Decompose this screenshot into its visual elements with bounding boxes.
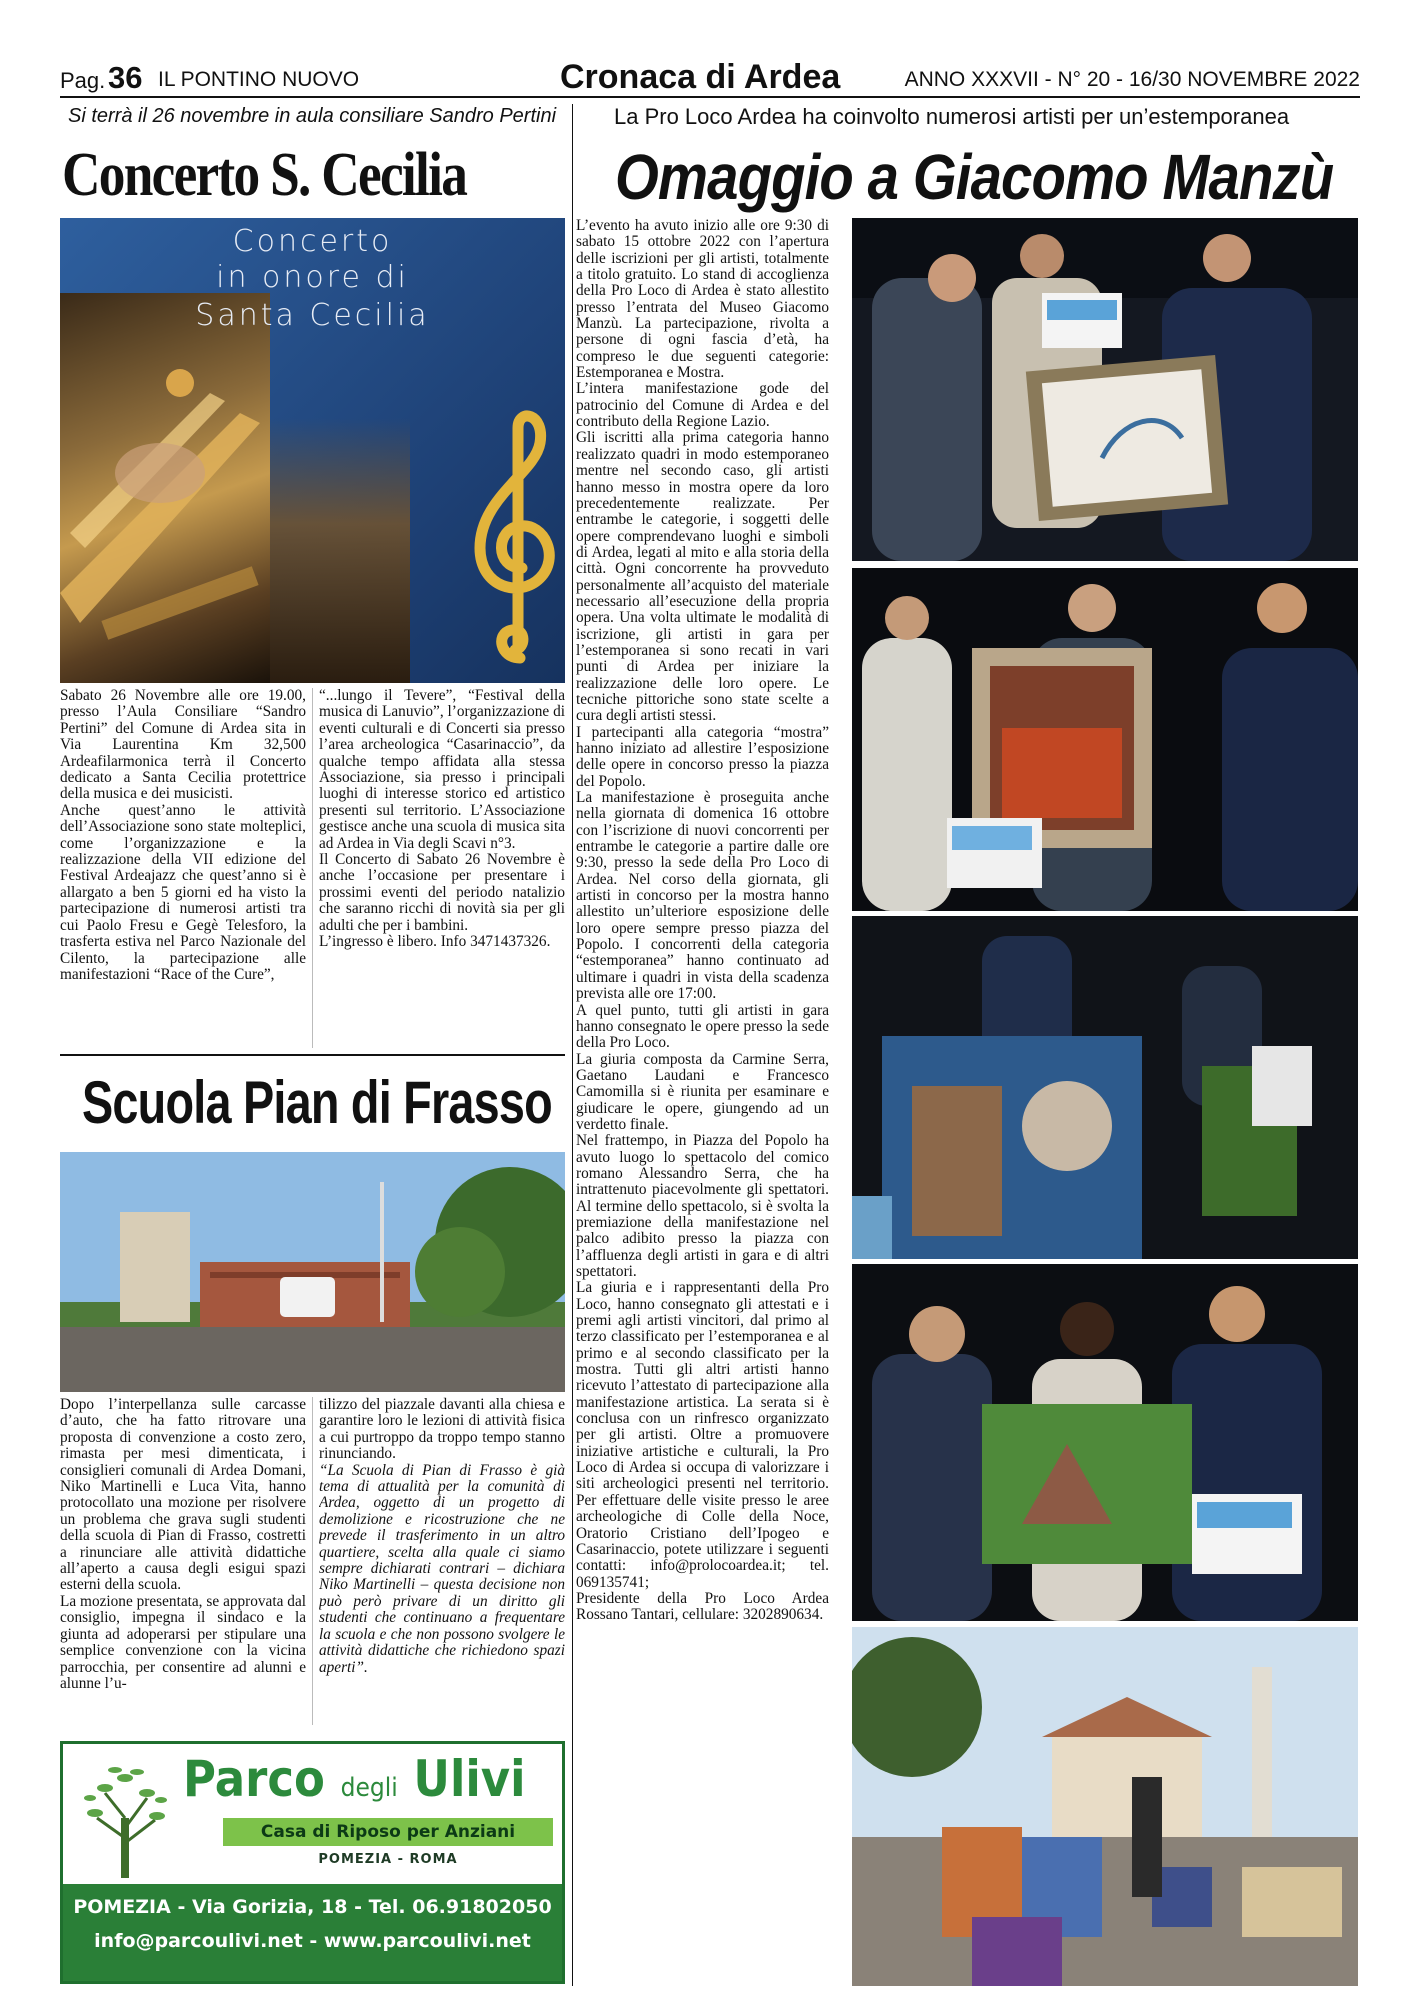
scuola-text-col2 bbox=[319, 1397, 565, 1725]
headline-concerto: Concerto S. Cecilia bbox=[62, 141, 467, 209]
paragraph: La giuria e i rappresentanti della Pro Loco, hanno consegnato gli attestati e i premi agli artisti vincitori, dal primo al terzo classificato per l’estemporanea e al primo e al secondo classificato per la mostra. Tutti gli altri artisti hanno ricevuto l’attestato di partecipazione alla manifestazione artistica. La serata si è conclusa con un rinfresco organizzato per gli artisti. Oltre a promuovere iniziative artistiche e culturali, la Pro Loco di Ardea si occupa di valorizzare i siti archeologici presenti nel territorio. Per effettuare delle visite presso le aree archeologiche di Colle della Noce, Oratorio Cristiano dell’Ipogeo e Casarinaccio, potete utilizzare i seguenti contatti: info@prolocoardea.it; tel. 069135741; bbox=[576, 1279, 829, 1591]
ad-brand-part: Parco bbox=[183, 1750, 325, 1808]
poster-line-2: in onore di bbox=[216, 260, 409, 295]
concert-poster bbox=[60, 218, 565, 683]
section-title: Cronaca di Ardea bbox=[560, 58, 841, 96]
paragraph: Dopo l’interpellanza sulle carcasse d’auto, che ha fatto ritrovare una proposta di convenzione a costo zero, rimasta per mesi dimenticata, i consiglieri comunali di Ardea Domani, Niko Martinelli e Luca Vita, hanno protocollato una mozione per risolvere un problema che grava sugli studenti della scuola di Pian di Frasso, costretti a rinunciare alle attività didattiche all’aperto a causa degli esigui spazi esterni della scuola. bbox=[60, 1397, 306, 1594]
paragraph: Il Concerto di Sabato 26 Novembre è anche l’occasione per presentare i prossimi eventi del periodo natalizio che saranno ricchi di novità sia per gli adulti che per i bambini. bbox=[319, 851, 565, 934]
page-label: Pag. bbox=[60, 68, 106, 93]
paragraph: L’intera manifestazione gode del patrocinio del Comune di Ardea e del contributo della Regione Lazio. bbox=[576, 380, 829, 431]
trumpet-photo bbox=[60, 293, 270, 683]
paragraph: Gli iscritti alla prima categoria hanno realizzato quadri in modo estemporaneo mentre nel secondo caso, gli artisti hanno messo in mostra opere da loro precedentemente realizzate. Per entrambe le categorie, i soggetti delle opere comprendevano luoghi e simboli di Ardea, legati al mito e alla storia della città. Ogni concorrente ha provveduto personalmente all’acquisto del materiale necessario all’esecuzione della propria opera. Una volta ultimate le modalità di iscrizione, gli artisti in gara per l’estemporanea si sono recati in vari punti di Ardea per iniziare la realizzazione delle loro opere. Le tecniche pittoriche sono state scelte a cura degli artisti stessi. bbox=[576, 429, 829, 725]
paragraph: La giuria composta da Carmine Serra, Gaetano Laudani e Francesco Camomilla si è riunita per esaminare e giudicare le opere, giungendo ad un verdetto finale. bbox=[576, 1050, 829, 1133]
award-photo-2 bbox=[852, 568, 1358, 911]
paragraph: I partecipanti alla categoria “mostra” hanno iniziato ad allestire l’esposizione delle opere in concorso presso la piazza del Popolo. bbox=[576, 723, 829, 790]
paragraph: Anche quest’anno le attività dell’Associazione sono state molteplici, come l’organizzazione e la realizzazione della VII edizione del Festival Ardeajazz che quest’anno si è allargato a ben 5 giorni ed ha visto la partecipazione di numerosi artisti tra cui Paolo Fresu e Gegè Telesforo, la trasferta estiva nel Parco Nazionale del Cilento, la partecipazione alle manifestazioni “Race of the Cure”, bbox=[60, 801, 306, 983]
paragraph: L’evento ha avuto inizio alle ore 9:30 di sabato 15 ottobre 2022 con l’apertura delle iscrizioni per gli artisti, totalmente a titolo gratuito. Lo stand di accoglienza della Pro Loco di Ardea è stato allestito presso l’entrata del Museo Giacomo Manzù. La partecipazione, rivolta a persone di ogni fascia d’età, ha compreso le due seguenti categorie: Estemporanea e Mostra. bbox=[576, 218, 829, 382]
kicker-manzu: La Pro Loco Ardea ha coinvolto numerosi artisti per un’estemporanea bbox=[614, 104, 1290, 129]
exhibition-photo bbox=[852, 1627, 1358, 1986]
column-divider bbox=[312, 688, 313, 1048]
article-divider bbox=[60, 1054, 565, 1056]
issue-info: ANNO XXXVII - N° 20 - 16/30 NOVEMBRE 2022 bbox=[904, 68, 1360, 91]
ad-web-link[interactable]: info@parcoulivi.net - www.parcoulivi.net bbox=[94, 1930, 531, 1952]
school-photo bbox=[60, 1152, 565, 1392]
ad-brand-part: Ulivi bbox=[413, 1750, 526, 1808]
quote-paragraph: “La Scuola di Pian di Frasso è già tema di attualità per la comunità di Ardea, oggetto di un progetto di demolizione e ricostruzione che ne prevede il trasferimento in un altro quartiere, scelta alla quale ci siamo sempre dichiarati contrari – dichiara Niko Martinelli – questa decisione non può però privare di un diritto gli studenti che continuano a frequentare la scuola e che non possono svolgere le attività didattiche che richiedono spazi aperti”. bbox=[319, 1461, 565, 1676]
ad-subtitle: Casa di Riposo per Anziani bbox=[223, 1818, 553, 1846]
award-illustration bbox=[852, 916, 1358, 1259]
paragraph: Sabato 26 Novembre alle ore 19.00, presso l’Aula Consiliare “Sandro Pertini” del Comune di Ardea sita in Via Laurentina Km 32,500 Ardeafilarmonica terrà il Concerto dedicato a Santa Cecilia protettrice della musica e dei musicisti. bbox=[60, 688, 306, 803]
paragraph: tilizzo del piazzale davanti alla chiesa e garantire loro le lezioni di attività fisica a cui purtroppo da troppo tempo stanno rinunciando. bbox=[319, 1397, 565, 1463]
manzu-text-column bbox=[576, 218, 829, 1986]
column-divider bbox=[312, 1397, 313, 1725]
parco-ulivi-ad[interactable] bbox=[60, 1741, 565, 1984]
paragraph: “...lungo il Tevere”, “Festival della musica di Lanuvio”, l’organizzazione di eventi culturali e di Concerti sia presso l’area archeologica “Casarinaccio”, da qualche tempo affidata alla stessa Associazione, sia presso i principali luoghi di interesse storico ed artistico presenti sul territorio. L’Associazione gestisce anche una scuola di musica sita ad Ardea in Via degli Scavi n°3. bbox=[319, 688, 565, 852]
poster-line-3: Santa Cecilia bbox=[195, 298, 430, 333]
concerto-text-col1 bbox=[60, 688, 306, 1048]
kicker-concerto: Si terrà il 26 novembre in aula consiliare Sandro Pertini bbox=[68, 105, 557, 127]
award-photo-3 bbox=[852, 916, 1358, 1259]
paragraph: A quel punto, tutti gli artisti in gara hanno consegnato le opere presso la sede della Pro Loco. bbox=[576, 1001, 829, 1052]
exhibition-illustration bbox=[852, 1627, 1358, 1986]
newspaper-name: IL PONTINO NUOVO bbox=[158, 68, 360, 91]
award-photo-4 bbox=[852, 1264, 1358, 1621]
trumpet-photo-shadow bbox=[270, 418, 410, 683]
olive-tree-icon bbox=[75, 1758, 175, 1883]
page-number: 36 bbox=[108, 60, 143, 95]
scuola-text-col1 bbox=[60, 1397, 306, 1725]
school-illustration bbox=[60, 1152, 565, 1392]
treble-clef-icon bbox=[460, 408, 565, 668]
award-illustration bbox=[852, 568, 1358, 911]
ad-address: POMEZIA - Via Gorizia, 18 - Tel. 06.91802050 bbox=[73, 1896, 552, 1918]
poster-line-1: Concerto bbox=[232, 224, 393, 259]
paragraph: Nel frattempo, in Piazza del Popolo ha avuto luogo lo spettacolo del comico romano Alessandro Serra, che ha intrattenuto piacevolmente gli spettatori. Al termine dello spettacolo, si è svolta la premiazione della manifestazione nel palco adibito presso la piazza con l’affluenza degli artisti in gara e di altri spettatori. bbox=[576, 1132, 829, 1280]
award-illustration bbox=[852, 218, 1358, 561]
column-divider bbox=[572, 104, 573, 1986]
paragraph: La mozione presentata, se approvata dal consiglio, impegna il sindaco e la giunta ad adoperarsi per stipulare una semplice convenzione con la vicina parrocchia, per consentire ad alunni e alunne l’u- bbox=[60, 1592, 306, 1692]
ad-brand bbox=[183, 1750, 526, 1808]
award-photo-1 bbox=[852, 218, 1358, 561]
award-illustration bbox=[852, 1264, 1358, 1621]
ad-city: POMEZIA - ROMA bbox=[318, 1852, 458, 1867]
headline-manzu: Omaggio a Giacomo Manzù bbox=[615, 141, 1334, 213]
trumpet-illustration bbox=[60, 293, 270, 683]
ad-brand-part: degli bbox=[340, 1773, 398, 1803]
page-header bbox=[60, 58, 1360, 98]
paragraph: L’ingresso è libero. Info 3471437326. bbox=[319, 933, 551, 951]
concerto-text-col2 bbox=[319, 688, 565, 1048]
paragraph: Presidente della Pro Loco Ardea Rossano Tantari, cellulare: 3202890634. bbox=[576, 1589, 829, 1624]
paragraph: La manifestazione è proseguita anche nella giornata di domenica 16 ottobre con l’iscrizione di nuovi concorrenti per entrambe le categorie a partire dalle ore 9:30, presso la sede della Pro Loco di Ardea. Nel corso della giornata, gli artisti in concorso per la mostra hanno allestito un’ulteriore esposizione delle loro opere sempre presso piazza del Popolo. I concorrenti della categoria “estemporanea” hanno continuato ad ultimare i quadri in vista della scadenza prevista alle ore 17:00. bbox=[576, 789, 829, 1003]
headline-scuola: Scuola Pian di Frasso bbox=[82, 1069, 552, 1136]
